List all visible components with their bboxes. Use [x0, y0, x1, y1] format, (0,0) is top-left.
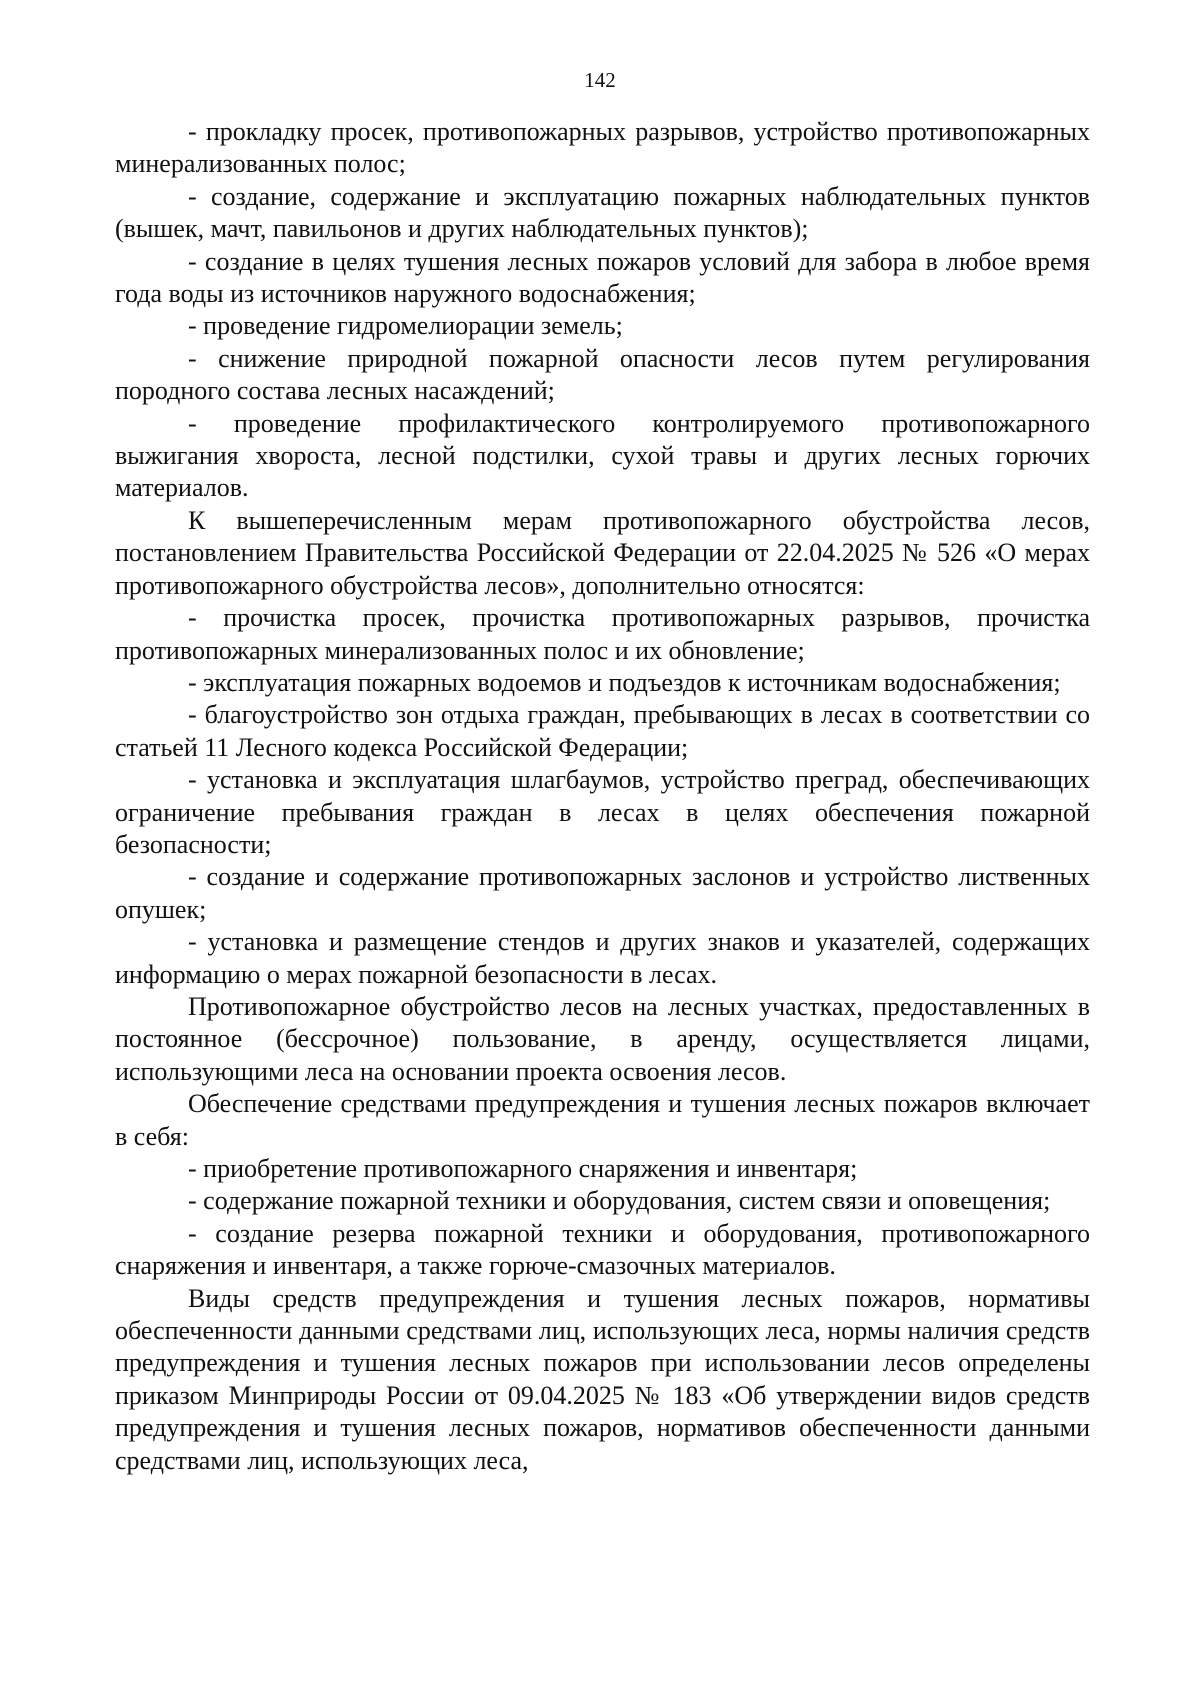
list-item-water-intake: - создание в целях тушения лесных пожаров условий для забора в любое время года воды из источников наружного водоснабжения;: [115, 246, 1090, 309]
list-item-signs: - установка и размещение стендов и других знаков и указателей, содержащих информацию о мерах пожарной безопасности в лесах.: [115, 927, 1090, 989]
list-item-clearing-glades: - прокладку просек, противопожарных разрывов, устройство противопожарных минерализованных полос;: [115, 117, 1090, 179]
list-item-equipment-maintenance: - содержание пожарной техники и оборудования, систем связи и оповещения;: [188, 1186, 1051, 1216]
list-item-equipment-purchase: - приобретение противопожарного снаряжения и инвентаря;: [188, 1154, 858, 1183]
list-item-hydro-melioration: - проведение гидромелиорации земель;: [188, 311, 623, 341]
list-item-species-regulation: - снижение природной пожарной опасности лесов путем регулирования породного состава лесных насаждений;: [115, 343, 1090, 406]
list-item-reserve: - создание резерва пожарной техники и оборудования, противопожарного снаряжения и инвентаря, а также горюче-смазочных материалов.: [115, 1218, 1090, 1281]
list-item-recreation-zones: - благоустройство зон отдыха граждан, пребывающих в лесах в соответствии со статьей 11 Лесного кодекса Российской Федерации;: [115, 700, 1090, 762]
list-item-fire-screens: - создание и содержание противопожарных заслонов и устройство лиственных опушек;: [115, 862, 1090, 924]
page-number: 142: [584, 68, 616, 92]
list-item-fire-ponds: - эксплуатация пожарных водоемов и подъездов к источникам водоснабжения;: [188, 667, 1061, 697]
paragraph-additional-measures: К вышеперечисленным мерам противопожарного обустройства лесов, постановлением Правительства Российской Федерации от 22.04.2025 № 526 «О мерах противопожарного обустройства лесов», дополнительно относятся:: [115, 505, 1090, 600]
list-item-cleaning-glades: - прочистка просек, прочистка противопожарных разрывов, прочистка противопожарных минерализованных полос и их обновление;: [115, 603, 1090, 665]
document-body: [115, 116, 1090, 1477]
list-item-barriers: - установка и эксплуатация шлагбаумов, устройство преград, обеспечивающих ограничение пребывания граждан в лесах в целях обеспечения пожарной безопасности;: [115, 765, 1090, 859]
list-item-observation-points: - создание, содержание и эксплуатацию пожарных наблюдательных пунктов (вышек, мачт, павильонов и других наблюдательных пунктов);: [115, 181, 1090, 244]
paragraph-means-provision: Обеспечение средствами предупреждения и тушения лесных пожаров включает в себя:: [115, 1089, 1090, 1151]
list-item-controlled-burning: - проведение профилактического контролируемого противопожарного выжигания хвороста, лесной подстилки, сухой травы и других лесных горючих материалов.: [115, 408, 1090, 503]
paragraph-leased-plots: Противопожарное обустройство лесов на лесных участках, предоставленных в постоянное (бессрочное) пользование, в аренду, осуществляется лицами, использующими леса на основании проекта освоения лесов.: [115, 991, 1090, 1086]
paragraph-ministry-order: Виды средств предупреждения и тушения лесных пожаров, нормативы обеспеченности данными средствами лиц, использующих леса, нормы наличия средств предупреждения и тушения лесных пожаров при использовании лесов определены приказом Минприроды России от 09.04.2025 № 183 «Об утверждении видов средств предупреждения и тушения лесных пожаров, нормативов обеспеченности данными средствами лиц, использующих леса,: [115, 1283, 1090, 1475]
